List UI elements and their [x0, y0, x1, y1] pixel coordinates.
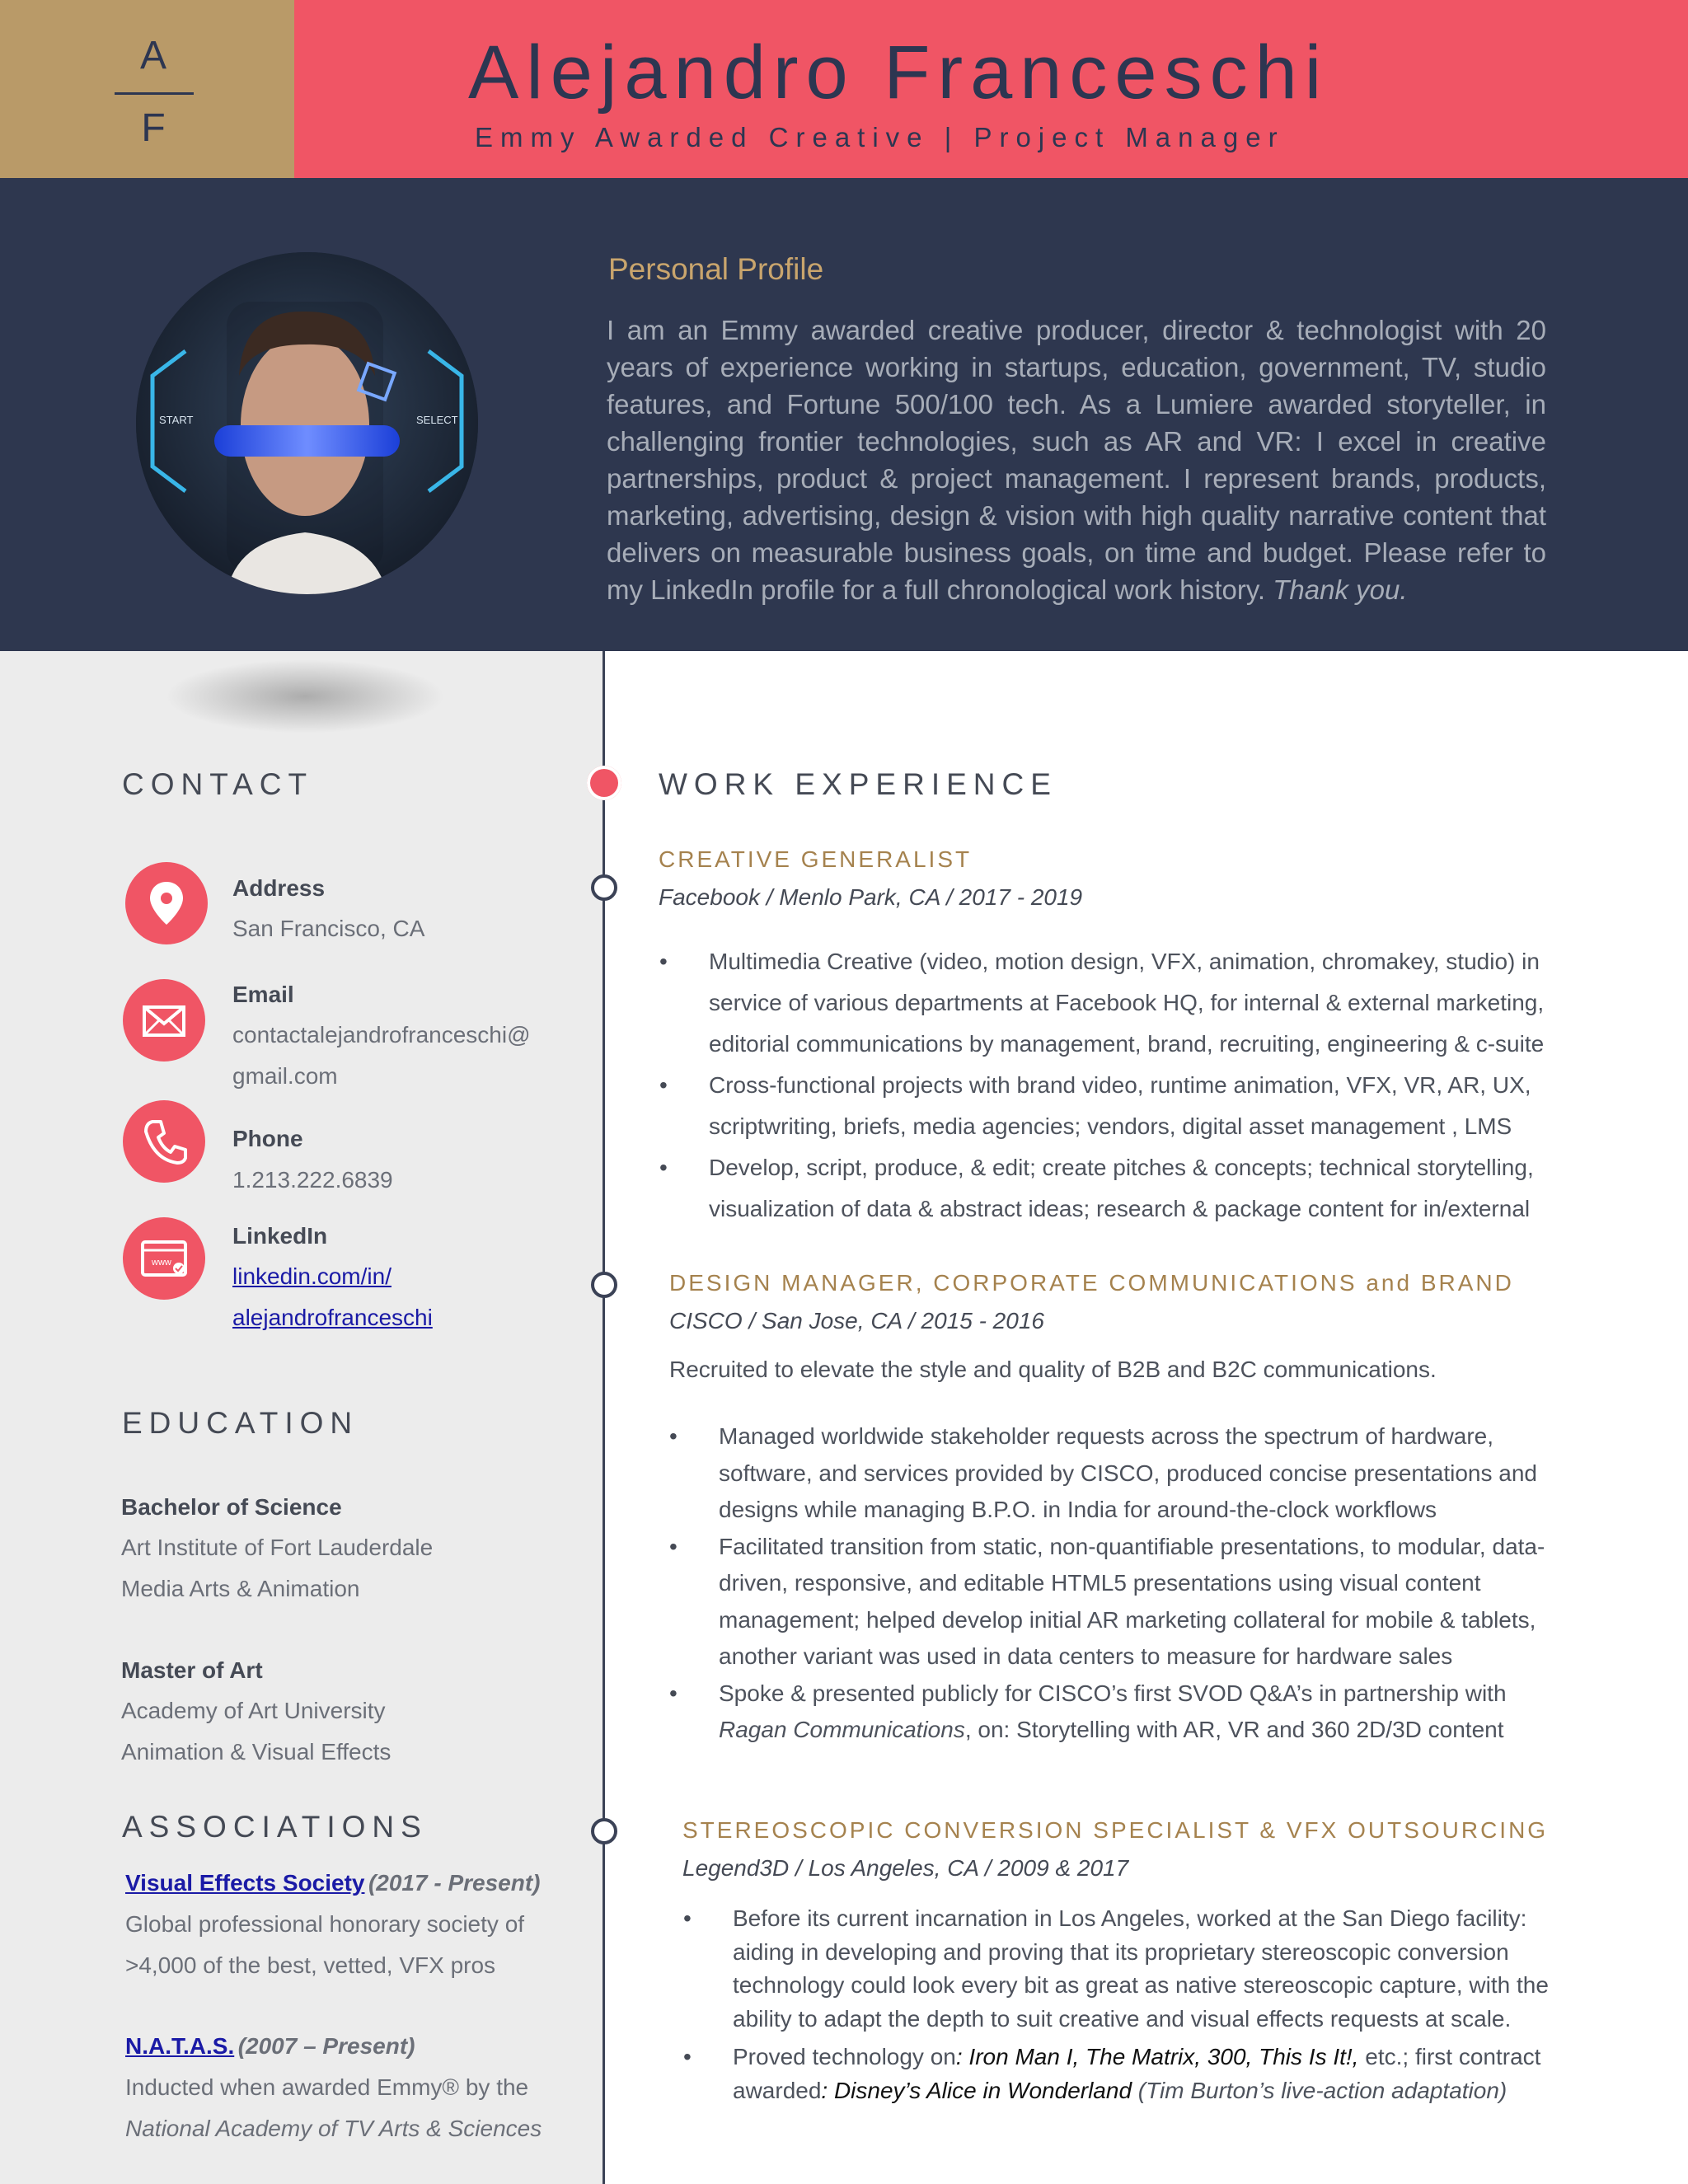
- work-heading: WORK EXPERIENCE: [659, 767, 1057, 801]
- education-field-1: Media Arts & Animation: [121, 1576, 360, 1601]
- timeline-dot-job-1: [591, 874, 617, 901]
- browser-icon: [123, 1217, 205, 1300]
- monogram-initial-top: A: [139, 34, 166, 77]
- association-1-header: [125, 1870, 541, 1896]
- linkedin-link-line2[interactable]: alejandrofranceschi: [232, 1305, 433, 1330]
- linkedin-label: LinkedIn: [232, 1223, 328, 1249]
- job-1-title: CREATIVE GENERALIST: [659, 846, 973, 872]
- job-2-summary: Recruited to elevate the style and quality of B2B and B2C communications.: [669, 1357, 1437, 1382]
- education-school-1: Art Institute of Fort Lauderdale: [121, 1535, 434, 1560]
- association-1-line2: >4,000 of the best, vetted, VFX pros: [125, 1952, 496, 1978]
- association-2-line1: Inducted when awarded Emmy® by the: [125, 2074, 529, 2100]
- profile-body-text: I am an Emmy awarded creative producer, director & technologist with 20 years of experience working in startups, education, government, TV, studio features, and Fortune 500/100 tech. As a Lumiere awarded storyteller, in challenging frontier technologies, such as AR and VR: I excel in creative partnerships, product & project management. I represent brands, products, marketing, advertising, design & vision with high quality narrative content that delivers on measurable business goals, on time and budget. Please refer to my LinkedIn profile for a full chronological work history.: [607, 315, 1546, 605]
- photo-start-label: START: [159, 414, 194, 426]
- education-field-2: Animation & Visual Effects: [121, 1739, 392, 1765]
- address-value: San Francisco, CA: [232, 916, 425, 941]
- association-1-link[interactable]: Visual Effects Society: [125, 1870, 365, 1896]
- profile-closing: Thank you.: [1273, 574, 1408, 605]
- location-pin-icon: [125, 862, 208, 944]
- timeline-dot-job-3: [591, 1818, 617, 1844]
- monogram-divider: [115, 92, 194, 95]
- job-2-meta: CISCO / San Jose, CA / 2015 - 2016: [669, 1308, 1044, 1333]
- job-2-bullet: • Facilitated transition from static, non-quantifiable presentations, to modular, data- driven, responsive, and editable HTML5 presentations using visual content management; helped develop initial AR marketing collateral for mobile & tablets, another variant was used in data centers to measure for hardware sales: [719, 1529, 1545, 1675]
- association-2-header: [125, 2033, 415, 2060]
- monogram-initial-bottom: F: [141, 106, 166, 150]
- association-2-link[interactable]: N.A.T.A.S.: [125, 2033, 235, 2059]
- job-2-bullet: • Managed worldwide stakeholder requests across the spectrum of hardware, software, and services provided by CISCO, produced concise presentations and designs while managing B.P.O. in India for around-the-clock workflows: [719, 1418, 1545, 1529]
- address-label: Address: [232, 875, 326, 901]
- phone-label: Phone: [232, 1126, 303, 1151]
- photo-select-label: SELECT: [416, 414, 458, 426]
- association-2-years: (2007 – Present): [237, 2033, 415, 2059]
- job-1-meta: Facebook / Menlo Park, CA / 2017 - 2019: [659, 884, 1083, 910]
- job-1-bullet: • Cross-functional projects with brand video, runtime animation, VFX, VR, AR, UX, scriptwriting, briefs, media agencies; vendors, digital asset management , LMS: [709, 1065, 1544, 1147]
- phone-icon: [123, 1100, 205, 1183]
- job-3-title: STEREOSCOPIC CONVERSION SPECIALIST & VFX OUTSOURCING: [682, 1817, 1549, 1843]
- photo-shadow: [165, 659, 445, 733]
- education-school-2: Academy of Art University: [121, 1698, 386, 1723]
- associations-heading: ASSOCIATIONS: [122, 1810, 428, 1844]
- job-2-bullets: [719, 1418, 1545, 1749]
- job-3-bullet: • Proved technology on: Iron Man I, The Matrix, 300, This Is It!, etc.; first contract awarded: Disney’s Alice in Wonderland (Tim Burton’s live-action adaptation): [733, 2041, 1549, 2107]
- profile-paragraph: [607, 312, 1546, 608]
- job-1-bullet: • Develop, script, produce, & edit; create pitches & concepts; technical storytelling, visualization of data & abstract ideas; research & package content for in/external: [709, 1147, 1544, 1230]
- timeline-dot-job-2: [591, 1272, 617, 1298]
- profile-heading: Personal Profile: [608, 252, 824, 286]
- profile-photo: [136, 252, 478, 594]
- linkedin-link-line1[interactable]: linkedin.com/in/: [232, 1263, 392, 1289]
- education-degree-1: Bachelor of Science: [121, 1494, 342, 1520]
- contact-heading: CONTACT: [122, 767, 314, 801]
- job-3-bullets: [733, 1902, 1549, 2108]
- education-degree-2: Master of Art: [121, 1657, 263, 1683]
- job-2-bullet: • Spoke & presented publicly for CISCO’s first SVOD Q&A’s in partnership with Ragan Communications, on: Storytelling with AR, VR and 360 2D/3D content: [719, 1675, 1545, 1749]
- resume-name: Alejandro Franceschi: [468, 30, 1329, 115]
- job-3-meta: Legend3D / Los Angeles, CA / 2009 & 2017: [682, 1855, 1129, 1881]
- resume-tagline: Emmy Awarded Creative | Project Manager: [475, 122, 1285, 152]
- email-label: Email: [232, 982, 294, 1007]
- timeline-main-marker: [587, 766, 621, 800]
- job-3-bullet: • Before its current incarnation in Los Angeles, worked at the San Diego facility: aiding in developing and proving that its proprietary stereoscopic conversion technology could look every bit as great as native stereoscopic capture, with the ability to adapt the depth to suit creative and visual effects requests at scale.: [733, 1902, 1549, 2036]
- vr-headset-portrait-image: [136, 252, 478, 594]
- email-link-line2[interactable]: gmail.com: [232, 1063, 338, 1089]
- svg-text:www: www: [152, 1258, 171, 1268]
- job-2-title: DESIGN MANAGER, CORPORATE COMMUNICATIONS and BRAND: [669, 1270, 1514, 1296]
- job-1-bullets: [709, 941, 1544, 1230]
- job-1-bullet: • Multimedia Creative (video, motion design, VFX, animation, chromakey, studio) in service of various departments at Facebook HQ, for internal & external marketing, editorial communications by management, brand, recruiting, engineering & c-suite: [709, 941, 1544, 1065]
- monogram-block: [0, 0, 294, 178]
- phone-value: 1.213.222.6839: [232, 1167, 393, 1193]
- association-1-line1: Global professional honorary society of: [125, 1911, 525, 1937]
- education-heading: EDUCATION: [122, 1406, 359, 1440]
- envelope-icon: [123, 979, 205, 1062]
- association-1-years: (2017 - Present): [368, 1870, 541, 1896]
- email-link-line1[interactable]: contactalejandrofranceschi@: [232, 1022, 531, 1047]
- association-2-line2: National Academy of TV Arts & Sciences: [125, 2116, 542, 2141]
